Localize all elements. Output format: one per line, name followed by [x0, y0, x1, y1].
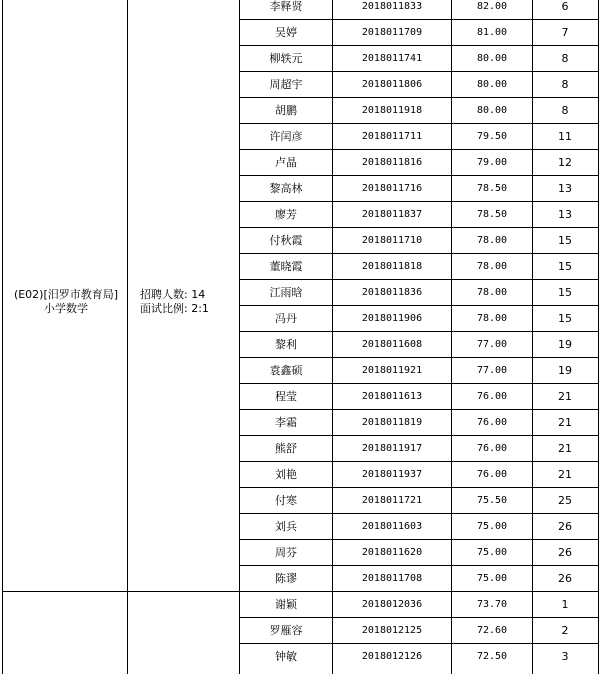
written-score: 82.00: [476, 1, 508, 12]
rank: 8: [561, 78, 569, 91]
rank: 13: [558, 208, 572, 221]
exam-number: 2018011716: [361, 183, 423, 194]
rank: 15: [558, 234, 572, 247]
position-label-line: (E02)[汨罗市教育局]: [13, 288, 119, 301]
exam-number: 2018011833: [361, 1, 423, 12]
column-border: [598, 0, 599, 674]
written-score: 78.00: [476, 287, 508, 298]
exam-number: 2018011608: [361, 339, 423, 350]
rank: 8: [561, 104, 569, 117]
exam-number: 2018011816: [361, 157, 423, 168]
rank: 26: [558, 520, 572, 533]
written-score: 76.00: [476, 391, 508, 402]
written-score: 75.00: [476, 573, 508, 584]
candidate-name: 程莹: [275, 390, 297, 403]
candidate-name: 钟敏: [275, 650, 297, 663]
candidate-name: 刘兵: [275, 520, 297, 533]
written-score: 75.00: [476, 547, 508, 558]
written-score: 76.00: [476, 417, 508, 428]
rank: 13: [558, 182, 572, 195]
exam-number: 2018011921: [361, 365, 423, 376]
candidate-name: 卢晶: [275, 156, 297, 169]
rank: 26: [558, 572, 572, 585]
exam-number: 2018012036: [361, 599, 423, 610]
exam-number: 2018011818: [361, 261, 423, 272]
written-score: 80.00: [476, 53, 508, 64]
exam-number: 2018011937: [361, 469, 423, 480]
exam-number: 2018011917: [361, 443, 423, 454]
exam-number: 2018011710: [361, 235, 423, 246]
exam-number: 2018011721: [361, 495, 423, 506]
written-score: 73.70: [476, 599, 508, 610]
candidate-name: 廖芳: [275, 208, 297, 221]
candidate-name: 李霜: [275, 416, 297, 429]
exam-number: 2018011836: [361, 287, 423, 298]
rank: 15: [558, 286, 572, 299]
candidate-name: 江雨晗: [269, 286, 303, 299]
candidate-name: 黎高林: [269, 182, 303, 195]
rank: 6: [561, 0, 569, 13]
written-score: 75.00: [476, 521, 508, 532]
rank: 12: [558, 156, 572, 169]
exam-number: 2018011918: [361, 105, 423, 116]
exam-number: 2018011906: [361, 313, 423, 324]
exam-number: 2018011819: [361, 417, 423, 428]
position-label-line: 小学数学: [44, 302, 88, 315]
rank: 19: [558, 364, 572, 377]
rank: 15: [558, 260, 572, 273]
rank: 15: [558, 312, 572, 325]
candidate-name: 袁鑫硕: [269, 364, 303, 377]
exam-number: 2018011837: [361, 209, 423, 220]
quota-line: 面试比例: 2:1: [140, 302, 209, 315]
candidate-name: 罗雁容: [269, 624, 303, 637]
candidate-name: 周芬: [275, 546, 297, 559]
candidate-name: 李释贤: [269, 0, 303, 13]
rank: 2: [561, 624, 569, 637]
exam-number: 2018011806: [361, 79, 423, 90]
candidate-name: 胡鹏: [275, 104, 297, 117]
written-score: 80.00: [476, 105, 508, 116]
written-score: 72.50: [476, 651, 508, 662]
candidate-name: 付秋霞: [269, 234, 303, 247]
written-score: 77.00: [476, 339, 508, 350]
exam-number: 2018012126: [361, 651, 423, 662]
written-score: 78.50: [476, 183, 508, 194]
written-score: 78.00: [476, 261, 508, 272]
candidate-name: 吴婷: [275, 26, 297, 39]
written-score: 78.50: [476, 209, 508, 220]
column-border: [2, 0, 3, 674]
rank: 3: [561, 650, 569, 663]
exam-number: 2018011741: [361, 53, 423, 64]
candidate-name: 柳轶元: [269, 52, 303, 65]
written-score: 78.00: [476, 235, 508, 246]
column-border: [127, 0, 128, 674]
quota-line: 招聘人数: 14: [140, 288, 206, 301]
written-score: 76.00: [476, 469, 508, 480]
rank: 21: [558, 390, 572, 403]
rank: 21: [558, 442, 572, 455]
rank: 21: [558, 468, 572, 481]
exam-number: 2018011711: [361, 131, 423, 142]
written-score: 81.00: [476, 27, 508, 38]
candidate-name: 周超宇: [269, 78, 303, 91]
exam-number: 2018011620: [361, 547, 423, 558]
written-score: 76.00: [476, 443, 508, 454]
exam-number: 2018011709: [361, 27, 423, 38]
rank: 19: [558, 338, 572, 351]
written-score: 79.00: [476, 157, 508, 168]
written-score: 75.50: [476, 495, 508, 506]
candidate-name: 熊舒: [275, 442, 297, 455]
rank: 26: [558, 546, 572, 559]
exam-number: 2018011613: [361, 391, 423, 402]
position-label: [6, 288, 126, 316]
rank: 8: [561, 52, 569, 65]
written-score: 80.00: [476, 79, 508, 90]
candidate-name: 董晓霞: [269, 260, 303, 273]
rank: 25: [558, 494, 572, 507]
exam-number: 2018012125: [361, 625, 423, 636]
written-score: 78.00: [476, 313, 508, 324]
rank: 11: [558, 130, 572, 143]
written-score: 77.00: [476, 365, 508, 376]
quota-info: [140, 288, 240, 316]
written-score: 79.50: [476, 131, 508, 142]
candidate-name: 陈谬: [275, 572, 297, 585]
candidate-name: 付寒: [275, 494, 297, 507]
rank: 7: [561, 26, 569, 39]
candidate-name: 谢颖: [275, 598, 297, 611]
candidate-name: 黎利: [275, 338, 297, 351]
candidate-name: 许闰彦: [269, 130, 303, 143]
candidate-name: 刘艳: [275, 468, 297, 481]
rank: 21: [558, 416, 572, 429]
exam-number: 2018011603: [361, 521, 423, 532]
written-score: 72.60: [476, 625, 508, 636]
candidate-name: 冯丹: [275, 312, 297, 325]
rank: 1: [561, 598, 569, 611]
exam-number: 2018011708: [361, 573, 423, 584]
